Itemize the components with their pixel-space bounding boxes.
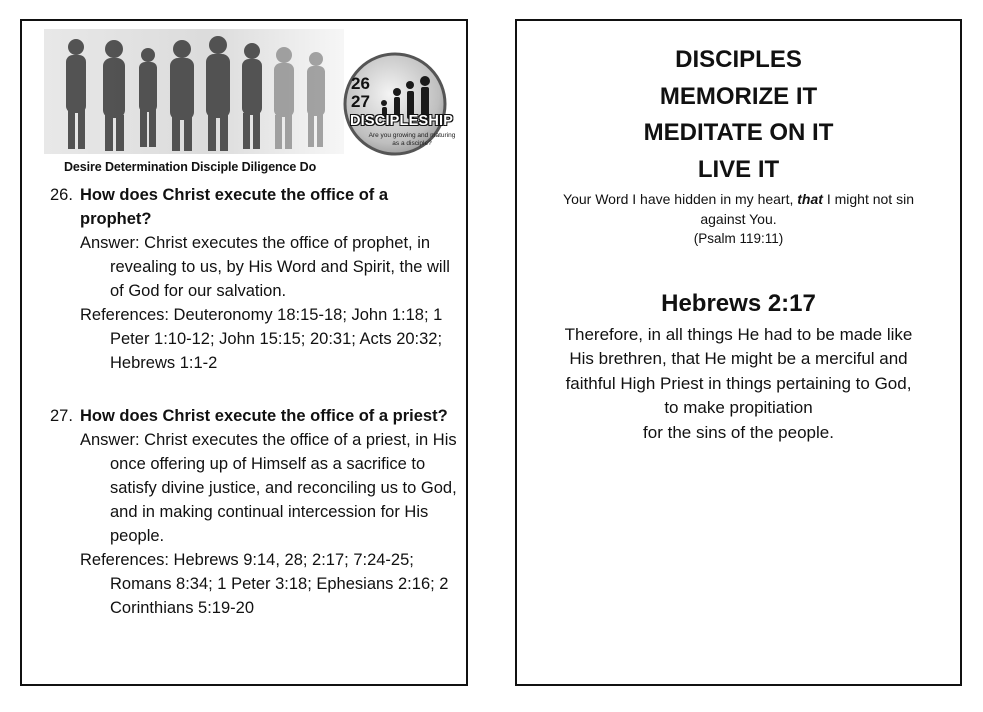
logo-subtitle: Are you growing and maturing as a disciple?	[368, 132, 456, 147]
verse-text-part: I might not sin against You.	[700, 191, 914, 227]
question-27	[50, 404, 460, 620]
question-number: 26.	[50, 186, 73, 204]
memory-verse-text	[517, 323, 960, 445]
answer-text: Answer: Christ executes the office of a priest, in His once offering up of Himself as a sacrifice to satisfy divine justice, and reconciling us to God, and in making continual intercession for His people.	[80, 431, 457, 545]
memory-verse-line: His brethren, that He might be a merciful and	[569, 349, 908, 369]
logo-wordmark: DISCIPLESHIP	[350, 113, 454, 129]
catechism-card	[20, 19, 468, 686]
header-banner	[44, 29, 456, 179]
memory-verse-reference: Hebrews 2:17	[661, 290, 816, 317]
card-heading	[517, 42, 960, 188]
references-text: References: Hebrews 9:14, 28; 2:17; 7:24-25; Romans 8:34; 1 Peter 3:18; Ephesians 2:16; 2 Corinthians 5:19-20	[80, 551, 449, 617]
memory-verse-line: faithful High Priest in things pertaining to God,	[565, 373, 912, 393]
heading-line: LIVE IT	[697, 155, 780, 183]
question-label: How does Christ execute the office of a priest?	[80, 407, 448, 425]
question-number: 27.	[50, 407, 73, 425]
question-text	[50, 183, 460, 231]
silhouettes-illustration	[44, 29, 449, 179]
references-text: References: Deuteronomy 18:15-18; John 1:18; 1 Peter 1:10-12; John 15:15; 20:31; Acts 20:32; Hebrews 1:1-2	[80, 306, 443, 372]
question-label: How does Christ execute the office of a prophet?	[80, 186, 389, 228]
memory-verse-line: Therefore, in all things He had to be made like	[564, 325, 913, 344]
verse-text-part: Your Word I have hidden in my heart,	[563, 191, 798, 207]
memory-verse-line: to make propitiation	[664, 398, 813, 418]
psalm-verse	[517, 189, 960, 249]
logo-number-26: 26	[351, 74, 370, 93]
verse-text	[549, 189, 929, 229]
verse-emphasis: that	[797, 191, 823, 207]
question-text	[50, 404, 460, 428]
heading-line: MEMORIZE IT	[659, 82, 818, 110]
answer-text: Answer: Christ executes the office of prophet, in revealing to us, by His Word and Spirit, the will of God for our salvation.	[80, 234, 450, 300]
verse-citation: (Psalm 119:11)	[693, 231, 784, 246]
logo-number-27: 27	[351, 92, 370, 111]
heading-line: DISCIPLES	[675, 46, 802, 73]
tagline: Desire Determination Disciple Diligence Do	[64, 160, 317, 174]
question-26	[50, 183, 460, 375]
heading-line: MEDITATE ON IT	[643, 119, 834, 146]
memory-verse-card	[515, 19, 962, 686]
memory-verse-line: for the sins of the people.	[643, 422, 834, 442]
